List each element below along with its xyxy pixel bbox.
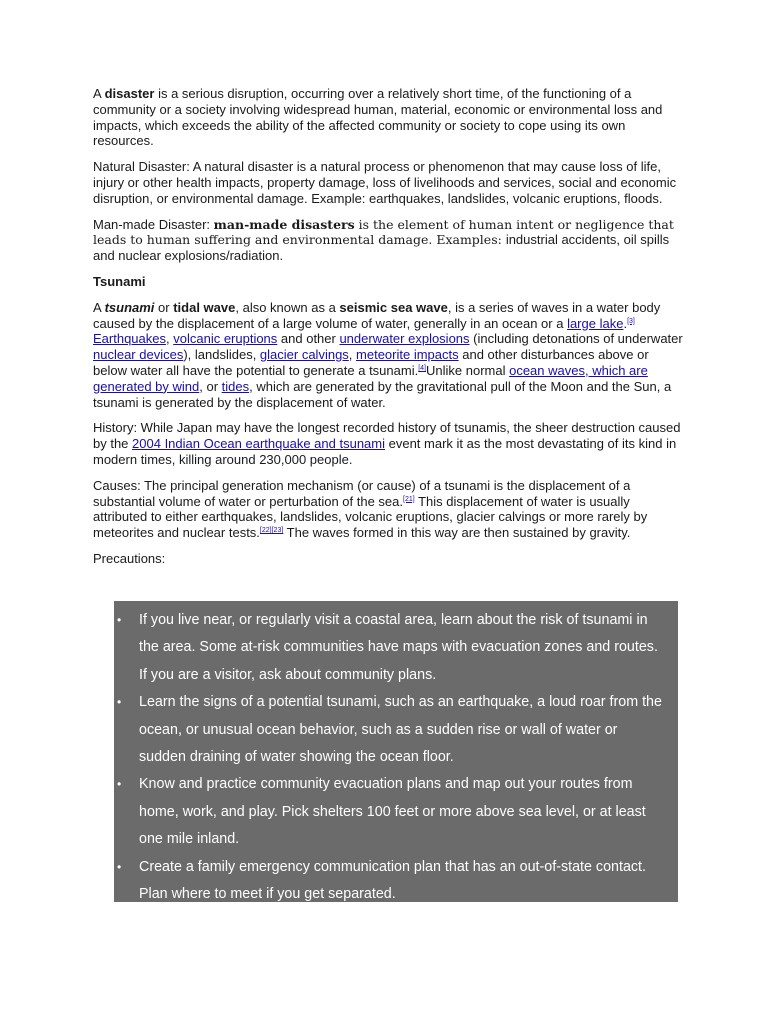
precautions-list xyxy=(114,601,678,902)
tsunami-paragraph: A tsunami or tidal wave, also known as a seismic sea wave, is a series of waves in a water body caused by the displacement of a large volume of water, generally in an ocean or a large lake.[3] Earthquakes, volcanic eruptions and other underwater explosions (including detonations of underwater nuclear devices), landslides, glacier calvings, meteorite impacts and other disturbances above or below water all have the potential to generate a tsunami.[4]Unlike normal ocean waves, which are generated by wind, or tides, which are generated by the gravitational pull of the Moon and the Sun, a tsunami is generated by the displacement of water. xyxy=(93,299,683,410)
earthquakes-link[interactable]: Earthquakes xyxy=(93,331,166,347)
bullet-icon: • xyxy=(117,613,122,627)
underwater-explosions-link[interactable]: underwater explosions xyxy=(339,331,470,347)
precaution-item: • Learn the signs of a potential tsunami, such as an earthquake, a loud roar from the ocean, or unusual ocean behavior, such as a sudden rise or wall of water or sudden draining of water showing the ocean floor. xyxy=(139,689,668,771)
ocean-waves-link[interactable]: ocean waves, which are generated by wind xyxy=(93,362,648,394)
tsunami-heading: Tsunami xyxy=(93,273,146,289)
seismic-sea-wave-term: seismic sea wave xyxy=(339,299,448,315)
indian-ocean-tsunami-link[interactable]: 2004 Indian Ocean earthquake and tsunami xyxy=(132,436,385,452)
causes-paragraph: Causes: The principal generation mechanism (or cause) of a tsunami is the displacement of a substantial volume of water or perturbation of the sea.[21] This displacement of water is usually attributed to either earthquakes, landslides, volcanic eruptions, glacier calvings or more rarely by meteorites and nuclear tests.[22][23] The waves formed in this way are then sustained by gravity. xyxy=(93,477,648,541)
bullet-icon: • xyxy=(117,859,122,874)
disaster-definition: A disaster is a serious disruption, occurring over a relatively short time, of the functioning of a community or a society involving widespread human, material, economic or environmental loss and impacts, which exceeds the ability of the affected community or society to cope using its own resources. xyxy=(93,86,663,149)
ref-22-link[interactable]: [22] xyxy=(259,527,272,535)
glacier-calvings-link[interactable]: glacier calvings xyxy=(259,347,349,363)
tidal-wave-term: tidal wave xyxy=(173,299,236,315)
tides-link[interactable]: tides xyxy=(221,378,250,394)
manmade-disaster-paragraph: Man-made Disaster: man-made disasters is the element of human intent or negligence that leads to human suffering and environmental damage. Examples: industrial accidents, oil spills and nuclear explosions/radiation. xyxy=(93,216,674,264)
manmade-term: man-made disasters xyxy=(213,216,355,232)
meteorite-impacts-link[interactable]: meteorite impacts xyxy=(356,347,459,363)
bullet-icon: • xyxy=(117,695,122,710)
natural-disaster-paragraph: Natural Disaster: A natural disaster is a natural process or phenomenon that may cause loss of life, injury or other health impacts, property damage, loss of livelihoods and services, social and economic disruption, or environmental damage. Example: earthquakes, landslides, volcanic eruptions, floods. xyxy=(93,159,677,206)
precaution-item: • Create a family emergency communication plan that has an out-of-state contact. Plan where to meet if you get separated. xyxy=(139,854,668,902)
bullet-icon: • xyxy=(117,777,122,792)
ref-23-link[interactable]: [23] xyxy=(271,527,284,535)
precautions-label: Precautions: xyxy=(93,550,166,566)
tsunami-term: tsunami xyxy=(104,299,155,315)
document-body xyxy=(93,86,685,577)
precautions-box xyxy=(114,601,678,902)
precaution-item: • Know and practice community evacuation plans and map out your routes from home, work, and play. Pick shelters 100 feet or more above sea level, or at least one mile inland. xyxy=(139,771,668,853)
volcanic-eruptions-link[interactable]: volcanic eruptions xyxy=(173,331,278,347)
large-lake-link[interactable]: large lake xyxy=(567,315,624,331)
ref-4-link[interactable]: [4] xyxy=(418,364,426,372)
nuclear-devices-link[interactable]: nuclear devices xyxy=(93,347,184,363)
precaution-item: • If you live near, or regularly visit a coastal area, learn about the risk of tsunami in the area. Some at-risk communities have maps with evacuation zones and routes. If you are a visitor, ask about community plans. xyxy=(139,607,668,689)
ref-3-link[interactable]: [3] xyxy=(627,317,635,325)
disaster-term: disaster xyxy=(104,86,155,101)
history-paragraph: History: While Japan may have the longest recorded history of tsunamis, the sheer destruction caused by the 2004 Indian Ocean earthquake and tsunami event mark it as the most devastating of its kind in modern times, killing around 230,000 people. xyxy=(93,420,681,467)
ref-21-link[interactable]: [21] xyxy=(403,495,415,503)
